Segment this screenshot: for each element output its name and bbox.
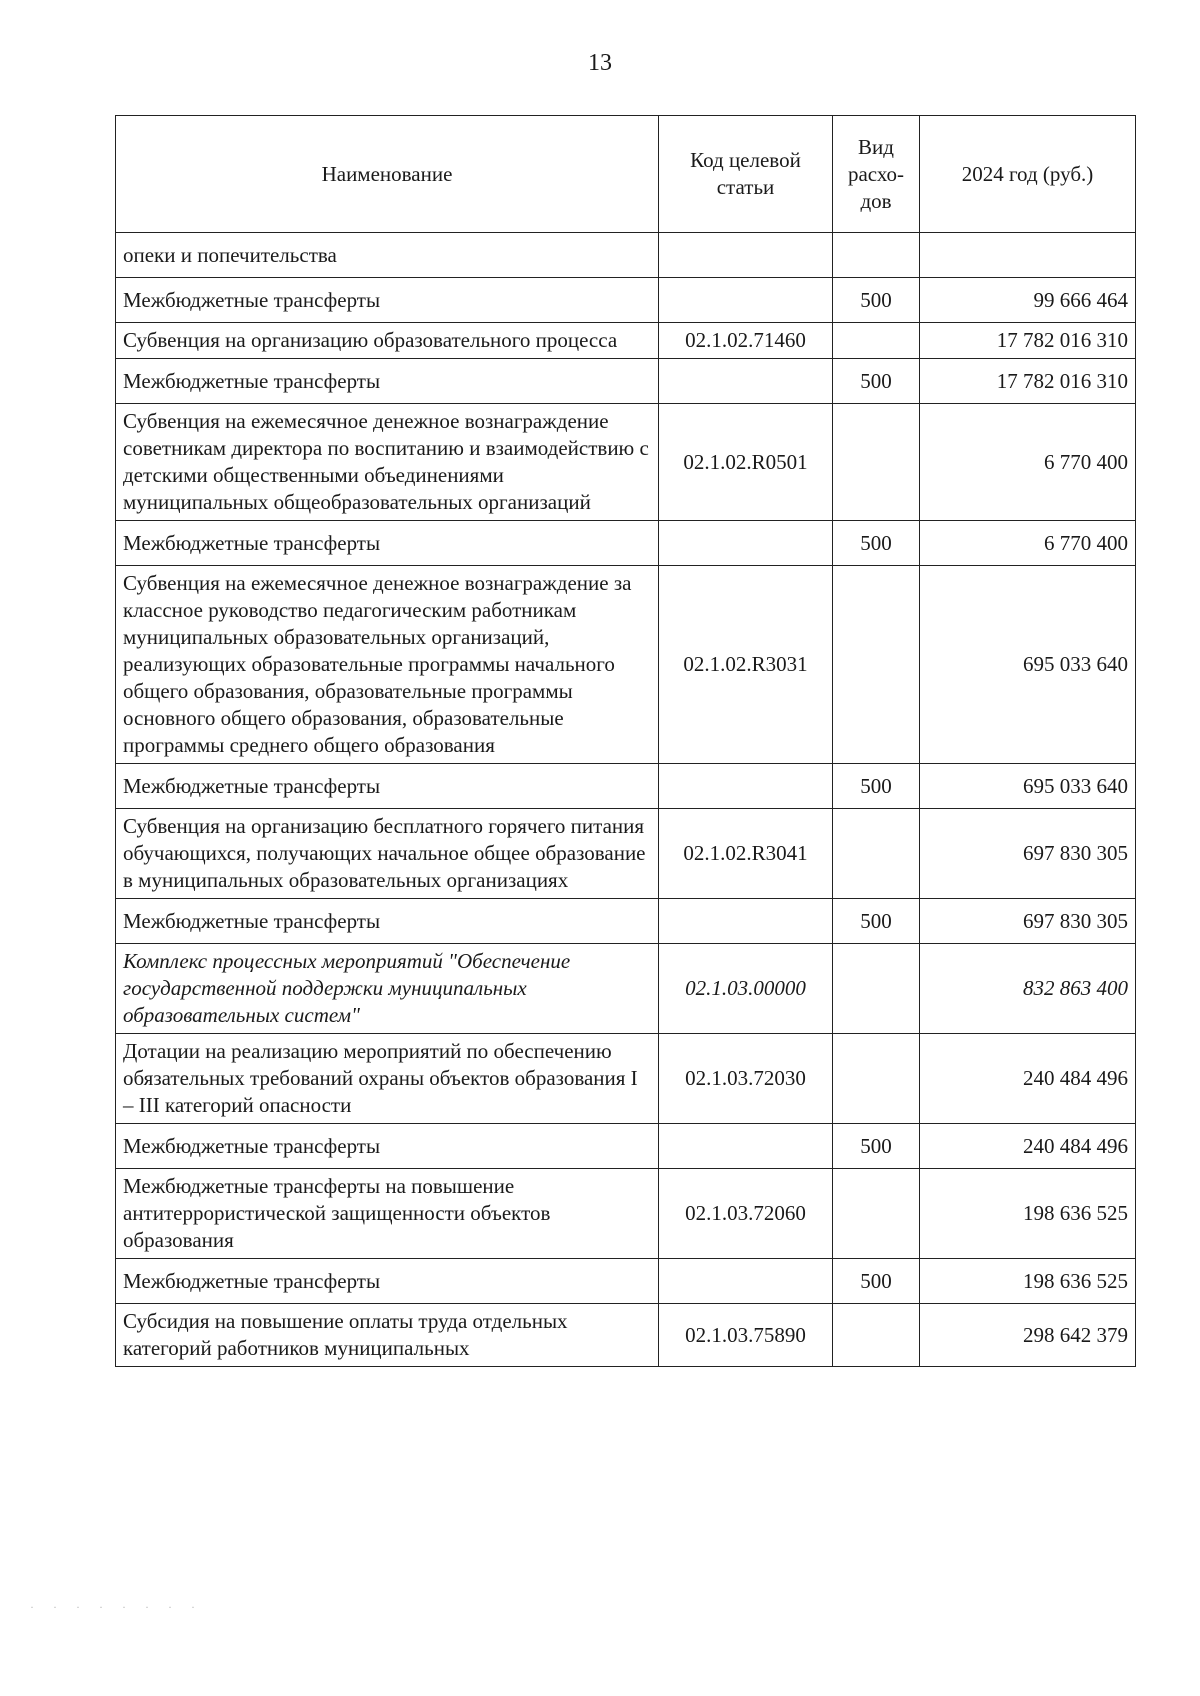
header-kind: Вид расхо-дов	[833, 116, 920, 233]
row-amount: 695 033 640	[920, 764, 1136, 809]
row-amount: 198 636 525	[920, 1259, 1136, 1304]
row-code	[659, 1259, 833, 1304]
row-kind	[833, 1034, 920, 1124]
table-row	[116, 323, 1136, 359]
table-row	[116, 233, 1136, 278]
page-number: 13	[588, 50, 612, 76]
row-name: Комплекс процессных мероприятий "Обеспечение государственной поддержки муниципальных образовательных систем"	[116, 944, 659, 1034]
table-body	[116, 233, 1136, 1367]
row-code: 02.1.02.71460	[659, 323, 833, 359]
row-kind: 500	[833, 764, 920, 809]
row-name: Дотации на реализацию мероприятий по обеспечению обязательных требований охраны объектов образования I – III категорий опасности	[116, 1034, 659, 1124]
row-amount: 298 642 379	[920, 1304, 1136, 1367]
row-amount: 6 770 400	[920, 521, 1136, 566]
row-code: 02.1.03.72060	[659, 1169, 833, 1259]
table-row	[116, 899, 1136, 944]
row-kind	[833, 1169, 920, 1259]
row-kind: 500	[833, 278, 920, 323]
row-amount: 99 666 464	[920, 278, 1136, 323]
row-name: Межбюджетные трансферты	[116, 1124, 659, 1169]
table-row	[116, 809, 1136, 899]
row-name: Межбюджетные трансферты	[116, 359, 659, 404]
row-amount: 240 484 496	[920, 1124, 1136, 1169]
table-row	[116, 764, 1136, 809]
row-code	[659, 1124, 833, 1169]
row-name: Субсидия на повышение оплаты труда отдельных категорий работников муниципальных	[116, 1304, 659, 1367]
row-name: Межбюджетные трансферты на повышение антитеррористической защищенности объектов образования	[116, 1169, 659, 1259]
header-code: Код целевой статьи	[659, 116, 833, 233]
row-name: Межбюджетные трансферты	[116, 521, 659, 566]
row-amount: 198 636 525	[920, 1169, 1136, 1259]
row-code: 02.1.02.R3041	[659, 809, 833, 899]
row-kind: 500	[833, 1124, 920, 1169]
row-code: 02.1.03.00000	[659, 944, 833, 1034]
table-row	[116, 1304, 1136, 1367]
row-kind: 500	[833, 899, 920, 944]
row-amount: 697 830 305	[920, 809, 1136, 899]
row-name: опеки и попечительства	[116, 233, 659, 278]
row-kind	[833, 566, 920, 764]
table-row	[116, 944, 1136, 1034]
row-kind	[833, 404, 920, 521]
row-kind	[833, 944, 920, 1034]
header-amount: 2024 год (руб.)	[920, 116, 1136, 233]
row-name: Межбюджетные трансферты	[116, 764, 659, 809]
scan-specks: · · · · · · · ·	[30, 1600, 203, 1614]
row-amount: 697 830 305	[920, 899, 1136, 944]
row-amount: 17 782 016 310	[920, 323, 1136, 359]
header-name: Наименование	[116, 116, 659, 233]
row-amount: 832 863 400	[920, 944, 1136, 1034]
row-amount: 240 484 496	[920, 1034, 1136, 1124]
row-name: Субвенция на ежемесячное денежное вознаграждение советникам директора по воспитанию и взаимодействию с детскими общественными объединениями муниципальных общеобразовательных организаций	[116, 404, 659, 521]
row-name: Субвенция на организацию образовательного процесса	[116, 323, 659, 359]
table-row	[116, 521, 1136, 566]
row-code	[659, 521, 833, 566]
table-row	[116, 1034, 1136, 1124]
row-amount: 17 782 016 310	[920, 359, 1136, 404]
row-kind	[833, 323, 920, 359]
row-name: Субвенция на организацию бесплатного горячего питания обучающихся, получающих начальное общее образование в муниципальных образовательных организациях	[116, 809, 659, 899]
row-code: 02.1.02.R3031	[659, 566, 833, 764]
row-code: 02.1.03.75890	[659, 1304, 833, 1367]
row-name: Межбюджетные трансферты	[116, 899, 659, 944]
row-kind: 500	[833, 1259, 920, 1304]
row-kind: 500	[833, 521, 920, 566]
row-name: Межбюджетные трансферты	[116, 1259, 659, 1304]
row-code	[659, 233, 833, 278]
row-code	[659, 278, 833, 323]
row-name: Межбюджетные трансферты	[116, 278, 659, 323]
row-kind	[833, 809, 920, 899]
row-code	[659, 359, 833, 404]
row-code: 02.1.02.R0501	[659, 404, 833, 521]
table-row	[116, 1124, 1136, 1169]
row-amount	[920, 233, 1136, 278]
table-row	[116, 278, 1136, 323]
row-code	[659, 899, 833, 944]
row-code	[659, 764, 833, 809]
table-row	[116, 1169, 1136, 1259]
row-amount: 695 033 640	[920, 566, 1136, 764]
row-kind: 500	[833, 359, 920, 404]
row-code: 02.1.03.72030	[659, 1034, 833, 1124]
row-amount: 6 770 400	[920, 404, 1136, 521]
table-row	[116, 566, 1136, 764]
row-name: Субвенция на ежемесячное денежное вознаграждение за классное руководство педагогическим работникам муниципальных образовательных организаций, реализующих образовательные программы начального общего образования, образовательные программы основного общего образования, образовательные программы среднего общего образования	[116, 566, 659, 764]
row-kind	[833, 1304, 920, 1367]
row-kind	[833, 233, 920, 278]
table-row	[116, 359, 1136, 404]
budget-table	[115, 115, 1136, 1367]
table-row	[116, 404, 1136, 521]
table-row	[116, 1259, 1136, 1304]
table-header-row	[116, 116, 1136, 233]
